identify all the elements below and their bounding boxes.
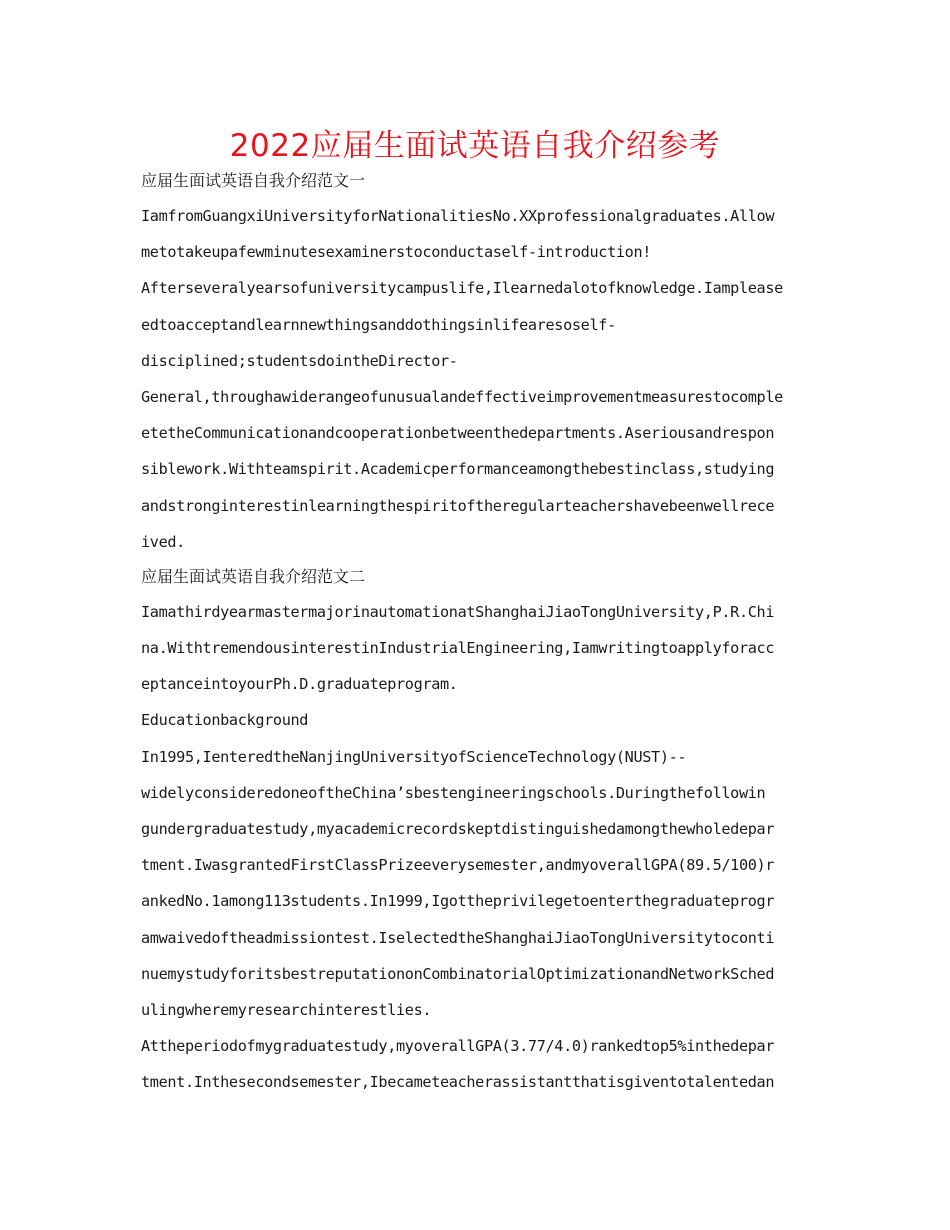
- body-text-line: gundergraduatestudy,myacademicrecordskeptdistinguishedamongthewholedepar: [141, 820, 775, 838]
- body-text-line: ived.: [141, 532, 185, 551]
- body-text-line: IamathirdyearmastermajorinautomationatShanghaiJiaoTongUniversity,P.R.Chi: [141, 602, 775, 621]
- body-text-line: siblework.Withteamspirit.Academicperformanceamongthebestinclass,studying: [141, 460, 775, 479]
- body-text-line: andstronginterestinlearningthespiritoftheregularteachershavebeenwellrece: [141, 496, 775, 515]
- body-text-line: edtoacceptandlearnnewthingsanddothingsinlifearesoself-: [141, 315, 616, 334]
- body-text-line: Educationbackground: [141, 711, 309, 730]
- body-text-line: ankedNo.1among113students.In1999,Igottheprivilegetoenterthegraduateprogr: [141, 892, 775, 911]
- body-text-line: tment.Inthesecondsemester,Ibecameteacherassistantthatisgiventotalentedan: [141, 1073, 775, 1092]
- body-text-line: amwaivedoftheadmissiontest.IselectedtheShanghaiJiaoTongUniversitytoconti: [141, 928, 775, 947]
- body-text-line: Afterseveralyearsofuniversitycampuslife,Ilearnedalotofknowledge.Iamplease: [141, 279, 783, 298]
- document-title: 2022应届生面试英语自我介绍参考: [229, 128, 721, 164]
- body-text-line: tment.IwasgrantedFirstClassPrizeeverysemester,andmyoverallGPA(89.5/100)r: [141, 856, 775, 875]
- body-text-line: etetheCommunicationandcooperationbetweenthedepartments.Aseriousandrespon: [141, 424, 775, 443]
- body-text-line: ulingwheremyresearchinterestlies.: [141, 1000, 432, 1019]
- body-text-line: na.WithtremendousinterestinIndustrialEngineering,Iamwritingtoapplyforacc: [141, 639, 775, 658]
- section-heading: 应届生面试英语自我介绍范文二: [141, 566, 366, 586]
- body-text-line: disciplined;studentsdointheDirector-: [141, 351, 458, 370]
- body-text-line: metotakeupafewminutesexaminerstoconductaself-introduction!: [141, 243, 652, 262]
- body-text-line: General,throughawiderangeofunusualandeffectiveimprovementmeasurestocomple: [141, 387, 783, 406]
- body-text-line: IamfromGuangxiUniversityforNationalitiesNo.XXprofessionalgraduates.Allow: [141, 207, 775, 225]
- body-text-line: Attheperiodofmygraduatestudy,myoverallGPA(3.77/4.0)rankedtop5%inthedepar: [141, 1037, 775, 1056]
- document-body: [141, 164, 813, 1101]
- body-text-line: widelyconsideredoneoftheChina’sbestengineeringschools.Duringthefollowin: [141, 783, 766, 802]
- body-text-line: eptanceintoyourPh.D.graduateprogram.: [141, 675, 458, 694]
- section-heading: 应届生面试英语自我介绍范文一: [141, 171, 366, 190]
- body-text-line: In1995,IenteredtheNanjingUniversityofScienceTechnology(NUST)--: [141, 747, 687, 766]
- body-text-line: nuemystudyforitsbestreputationonCombinatorialOptimizationandNetworkSched: [141, 964, 775, 983]
